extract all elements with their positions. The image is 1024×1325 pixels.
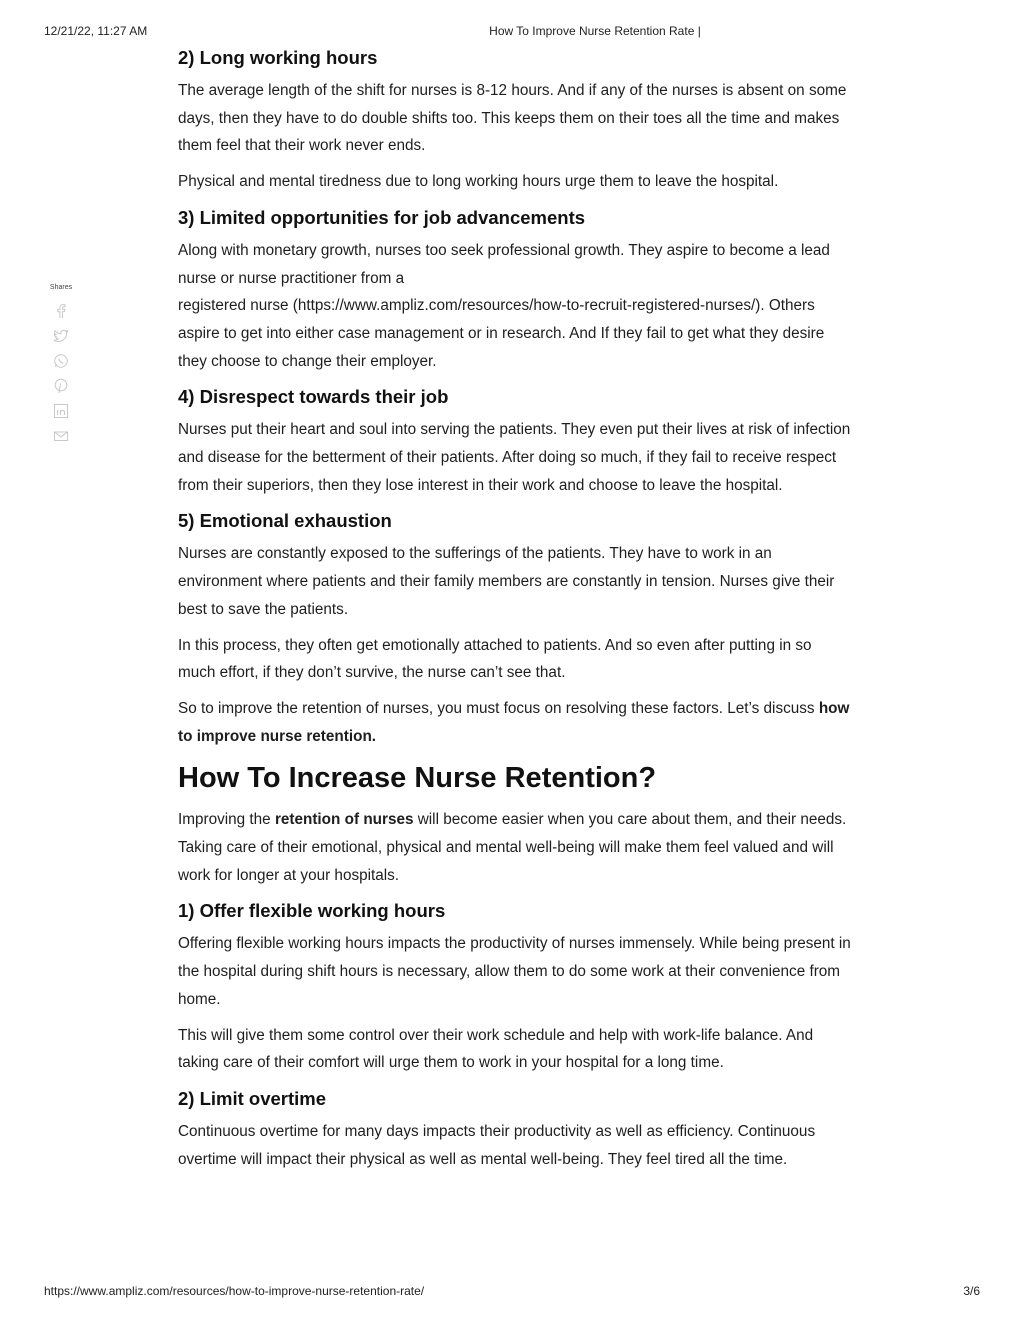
paragraph: Nurses put their heart and soul into serving the patients. They even put their lives at risk of infection and disease for the betterment of their patients. After doing so much, if they fail to receive respect from their superiors, then they lose interest in their work and choose to leave the hospital. <box>178 421 851 494</box>
print-url: https://www.ampliz.com/resources/how-to-improve-nurse-retention-rate/ <box>44 1284 425 1298</box>
paragraph-text: Improving the <box>178 811 275 829</box>
print-footer <box>0 1284 1024 1304</box>
share-sidebar <box>46 284 76 453</box>
print-datetime: 12/21/22, 11:27 AM <box>44 24 148 38</box>
email-icon[interactable] <box>53 428 69 444</box>
linkedin-icon[interactable] <box>53 403 69 419</box>
article-content <box>178 44 853 1173</box>
paragraph <box>178 695 853 750</box>
section-heading-limit-overtime: 2) Limit overtime <box>178 1087 327 1109</box>
print-page-title: How To Improve Nurse Retention Rate | <box>489 24 701 38</box>
bold-text: how to improve nurse retention. <box>178 699 850 745</box>
twitter-icon[interactable] <box>53 328 69 344</box>
paragraph: Nurses are constantly exposed to the sufferings of the patients. They have to work in an environment where patients and their family members are constantly in tension. Nurses give their best to save the patients. <box>178 545 835 618</box>
paragraph-text: So to improve the retention of nurses, you must focus on resolving these factors. Let’s discuss <box>178 699 819 717</box>
whatsapp-icon[interactable] <box>53 353 69 369</box>
print-page-number: 3/6 <box>963 1284 980 1298</box>
paragraph: This will give them some control over their work schedule and help with work-life balance. And taking care of their comfort will urge them to work in your hospital for a long time. <box>178 1026 814 1072</box>
registered-nurse-link[interactable]: registered nurse (https://www.ampliz.com/resources/how-to-recruit-registered-nurses/). Others aspire to get into either case management or in research. And If they fail to get what they desire they choose to change their employer. <box>178 297 825 370</box>
print-header <box>0 24 1024 44</box>
paragraph <box>178 237 853 376</box>
section-heading-limited-opportunities: 3) Limited opportunities for job advancements <box>178 206 586 228</box>
section-heading-disrespect: 4) Disrespect towards their job <box>178 386 449 408</box>
facebook-icon[interactable] <box>53 303 69 319</box>
paragraph: Offering flexible working hours impacts the productivity of nurses immensely. While being present in the hospital during shift hours is necessary, allow them to do some work at their convenience from home. <box>178 935 851 1008</box>
paragraph: Physical and mental tiredness due to long working hours urge them to leave the hospital. <box>178 173 779 191</box>
section-heading-emotional-exhaustion: 5) Emotional exhaustion <box>178 510 392 532</box>
paragraph: The average length of the shift for nurses is 8-12 hours. And if any of the nurses is absent on some days, then they have to do double shifts too. This keeps them on their toes all the time and makes them feel that their work never ends. <box>178 82 847 155</box>
section-heading-flexible-hours: 1) Offer flexible working hours <box>178 900 446 922</box>
section-title-increase-retention: How To Increase Nurse Retention? <box>178 762 657 795</box>
paragraph-text: will become easier when you care about them, and their needs. Taking care of their emotional, physical and mental well-being will make them feel valued and will work for longer at your hospitals. <box>178 811 847 884</box>
paragraph-text: Along with monetary growth, nurses too seek professional growth. They aspire to become a lead nurse or nurse practitioner from a <box>178 241 830 287</box>
paragraph <box>178 806 853 889</box>
pinterest-icon[interactable] <box>53 378 69 394</box>
paragraph: In this process, they often get emotionally attached to patients. And so even after putting in so much effort, if they don’t survive, the nurse can’t see that. <box>178 636 812 682</box>
paragraph: Continuous overtime for many days impacts their productivity as well as efficiency. Continuous overtime will impact their physical as well as mental well-being. They feel tired all the time. <box>178 1122 816 1168</box>
bold-text: retention of nurses <box>274 811 414 829</box>
section-heading-long-working-hours: 2) Long working hours <box>178 47 378 68</box>
shares-label: Shares <box>49 284 73 291</box>
